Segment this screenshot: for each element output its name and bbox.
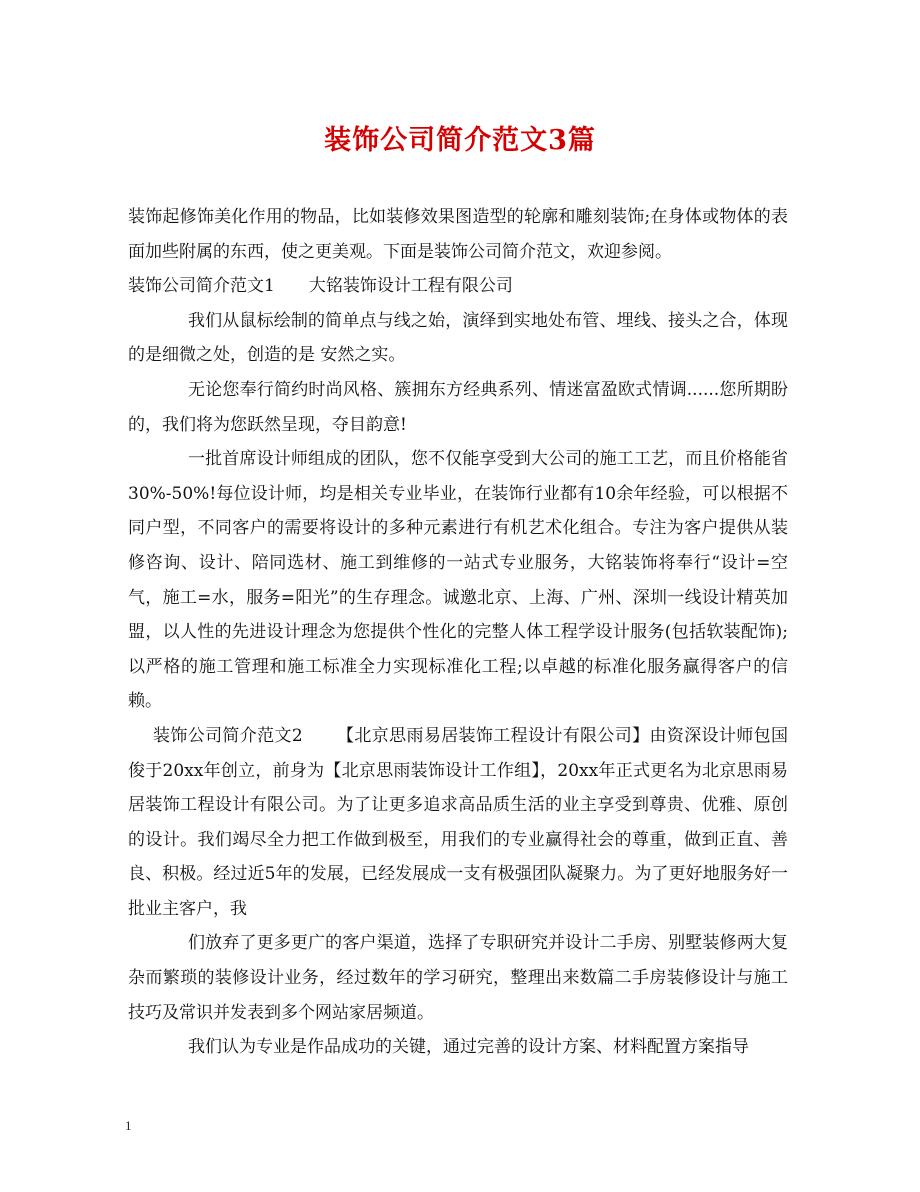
section1-label: 装饰公司简介范文1 [128, 276, 275, 297]
document-title: 装饰公司简介范文3篇 [324, 125, 596, 156]
section2-first-text: 【北京思雨易居装饰工程设计有限公司】由资深设计师包国俊于20xx年创立，前身为【北京思雨装饰设计工作组】，20xx年正式更名为北京思雨易居装饰工程设计有限公司。为了让更多追求高品质生活的业主享受到尊贵、优雅、原创的设计。我们竭尽全力把工作做到极至，用我们的专业赢得社会的尊重，做到正直、善良、积极。经过近5年的发展，已经发展成一支有极强团队凝聚力。为了更好地服务好一批业主客户，我 [128, 725, 788, 919]
section1-paragraph-1: 我们从鼠标绘制的简单点与线之始，演绎到实地处布管、埋线、接头之合，体现的是细微之处，创造的是 安然之实。 [128, 310, 788, 366]
page-number: 1 [125, 1118, 132, 1133]
section1-paragraph-3: 一批首席设计师组成的团队，您不仅能享受到大公司的施工工艺，而且价格能省30%-50%!每位设计师，均是相关专业毕业，在装饰行业都有10余年经验，可以根据不同户型，不同客户的需要将设计的多种元素进行有机艺术化组合。专注为客户提供从装修咨询、设计、陪同选材、施工到维修的一站式专业服务，大铭装饰将奉行“设计=空气，施工=水，服务=阳光”的生存理念。诚邀北京、上海、广州、深圳一线设计精英加盟，以人性的先进设计理念为您提供个性化的完整人体工程学设计服务(包括软装配饰);以严格的施工管理和施工标准全力实现标准化工程;以卓越的标准化服务赢得客户的信赖。 [128, 449, 788, 712]
section2-label: 装饰公司简介范文2 [153, 725, 303, 746]
section2-paragraph-3: 我们认为专业是作品成功的关键，通过完善的设计方案、材料配置方案指导 [188, 1037, 749, 1058]
intro-paragraph: 装饰起修饰美化作用的物品，比如装修效果图造型的轮廓和雕刻装饰;在身体或物体的表面加些附属的东西，使之更美观。下面是装饰公司简介范文，欢迎参阅。 [128, 207, 788, 262]
section2-first-paragraph [128, 719, 788, 927]
section1-heading [128, 269, 788, 304]
document-body [128, 200, 788, 1065]
section1-company: 大铭装饰设计工程有限公司 [308, 276, 513, 297]
section2-paragraph-2: 们放弃了更多更广的客户渠道，选择了专职研究并设计二手房、别墅装修两大复杂而繁琐的装修设计业务，经过数年的学习研究，整理出来数篇二手房装修设计与施工技巧及常识并发表到多个网站家居频道。 [128, 933, 788, 1023]
section1-paragraph-2: 无论您奉行简约时尚风格、簇拥东方经典系列、情迷富盈欧式情调......您所期盼的，我们将为您跃然呈现，夺目韵意! [128, 379, 788, 435]
